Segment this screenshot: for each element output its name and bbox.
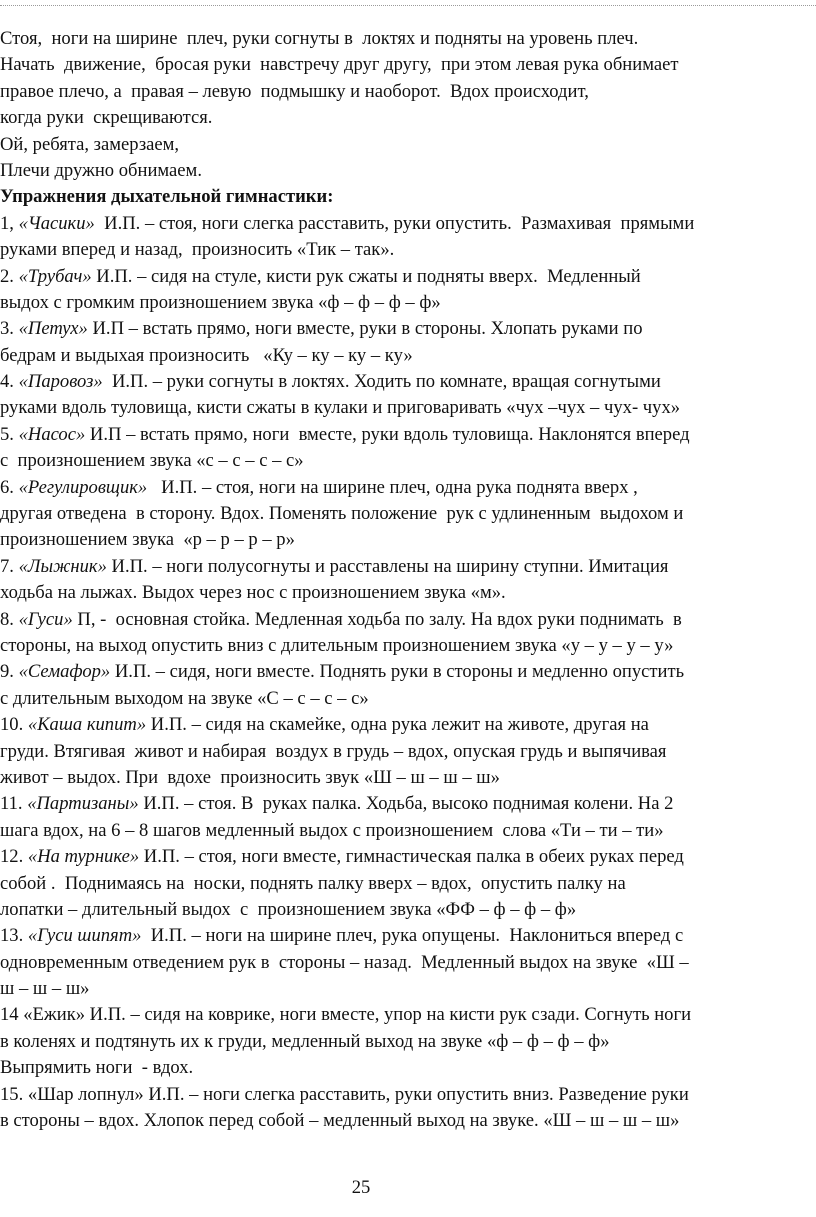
- page-number: 25: [351, 1177, 371, 1198]
- exercise-first-line: [0, 316, 812, 342]
- exercise-number: 5.: [0, 423, 19, 445]
- exercise-line: Выпрямить ноги - вдох.: [0, 1057, 194, 1079]
- exercise-first-line: [0, 422, 812, 448]
- exercise-line: в стороны – вдох. Хлопок перед собой – медленный выход на звуке. «Ш – ш – ш – ш»: [0, 1110, 680, 1132]
- exercise-title: «Лыжник»: [18, 555, 107, 577]
- exercise-item: [0, 1002, 812, 1081]
- exercise-description: И.П. – сидя на скамейке, одна рука лежит на животе, другая на: [146, 714, 649, 736]
- exercise-line: живот – выдох. При вдохе произносить звук «Ш – ш – ш – ш»: [0, 766, 500, 788]
- exercise-number: 3.: [0, 318, 19, 340]
- exercise-line: лопатки – длительный выдох с произношением звука «ФФ – ф – ф – ф»: [0, 898, 577, 920]
- exercise-line: руками вдоль туловища, кисти сжаты в кулаки и приговаривать «чух –чух – чух- чух»: [0, 397, 681, 419]
- exercise-first-line: [0, 264, 812, 290]
- exercise-first-line: [0, 211, 812, 237]
- exercise-number: 4.: [0, 371, 19, 393]
- exercise-number: 7.: [0, 555, 19, 577]
- document-page: [0, 26, 812, 1134]
- exercise-title: «Партизаны»: [27, 793, 139, 815]
- exercise-item: [0, 791, 812, 844]
- exercise-title: «Паровоз»: [18, 371, 103, 393]
- intro-line: Ой, ребята, замерзаем,: [0, 133, 180, 155]
- exercise-description: 14 «Ежик» И.П. – сидя на коврике, ноги вместе, упор на кисти рук сзади. Согнуть ноги: [0, 1004, 692, 1026]
- page-top-border: [0, 5, 816, 6]
- exercise-description: И.П. – ноги на ширине плеч, рука опущены. Наклониться вперед с: [141, 925, 684, 947]
- intro-line: Начать движение, бросая руки навстречу друг другу, при этом левая рука обнимает: [0, 54, 679, 76]
- exercise-number: 9.: [0, 661, 19, 683]
- exercise-first-line: [0, 1002, 812, 1028]
- exercise-first-line: [0, 923, 812, 949]
- exercise-item: [0, 475, 812, 554]
- exercise-line: стороны, на выход опустить вниз с длительным произношением звука «у – у – у – у»: [0, 634, 674, 656]
- exercise-line: шага вдох, на 6 – 8 шагов медленный выдох с произношением слова «Ти – ти – ти»: [0, 819, 664, 841]
- exercise-item: [0, 316, 812, 369]
- exercise-number: 1,: [0, 212, 19, 234]
- exercise-number: 2.: [0, 265, 19, 287]
- exercise-line: произношением звука «р – р – р – р»: [0, 529, 295, 551]
- exercise-title: «Петух»: [18, 318, 88, 340]
- intro-paragraph: [0, 26, 812, 184]
- exercise-number: 11.: [0, 793, 28, 815]
- exercise-number: 10.: [0, 714, 28, 736]
- exercise-description: И.П. – стоя, ноги на ширине плеч, одна рука поднята вверх ,: [147, 476, 638, 498]
- exercise-item: [0, 712, 812, 791]
- exercise-item: [0, 422, 812, 475]
- exercise-title: «Гуси шипят»: [27, 925, 142, 947]
- exercise-description: И.П. – руки согнуты в локтях. Ходить по комнате, вращая согнутыми: [102, 371, 661, 393]
- exercise-first-line: [0, 1082, 812, 1108]
- exercise-item: [0, 923, 812, 1002]
- exercise-first-line: [0, 712, 812, 738]
- exercise-number: 6.: [0, 476, 19, 498]
- exercise-item: [0, 554, 812, 607]
- exercise-item: [0, 844, 812, 923]
- exercise-first-line: [0, 659, 812, 685]
- intro-line: правое плечо, а правая – левую подмышку и наоборот. Вдох происходит,: [0, 80, 589, 102]
- exercise-title: «Трубач»: [18, 265, 92, 287]
- intro-line: Плечи дружно обнимаем.: [0, 159, 202, 181]
- exercise-description: И.П. – стоя, ноги слегка расставить, руки опустить. Размахивая прямыми: [94, 212, 695, 234]
- exercise-line: с длительным выходом на звуке «С – с – с – с»: [0, 687, 369, 709]
- exercise-line: в коленях и подтянуть их к груди, медленный выход на звуке «ф – ф – ф – ф»: [0, 1030, 610, 1052]
- exercise-number: 12.: [0, 846, 28, 868]
- section-heading: Упражнения дыхательной гимнастики:: [0, 186, 334, 208]
- exercise-title: «Часики»: [18, 212, 95, 234]
- exercise-title: «Семафор»: [18, 661, 111, 683]
- exercise-description: И.П. – ноги полусогнуты и расставлены на ширину ступни. Имитация: [106, 555, 669, 577]
- exercise-number: 8.: [0, 608, 19, 630]
- exercise-item: [0, 369, 812, 422]
- exercise-first-line: [0, 791, 812, 817]
- exercise-first-line: [0, 607, 812, 633]
- exercise-first-line: [0, 475, 812, 501]
- exercise-line: бедрам и выдыхая произносить «Ку – ку – ку – ку»: [0, 344, 413, 366]
- exercise-item: [0, 211, 812, 264]
- exercise-line: груди. Втягивая живот и набирая воздух в грудь – вдох, опуская грудь и выпячивая: [0, 740, 667, 762]
- exercise-description: И.П. – стоя, ноги вместе, гимнастическая палка в обеих руках перед: [139, 846, 684, 868]
- exercise-line: ходьба на лыжах. Выдох через нос с произношением звука «м».: [0, 582, 506, 604]
- exercise-list: [0, 211, 812, 1135]
- intro-line: когда руки скрещиваются.: [0, 107, 213, 129]
- exercise-description: И.П. – сидя на стуле, кисти рук сжаты и подняты вверх. Медленный: [91, 265, 641, 287]
- exercise-line: одновременным отведением рук в стороны – назад. Медленный выдох на звуке «Ш –: [0, 951, 689, 973]
- intro-line: Стоя, ноги на ширине плеч, руки согнуты в локтях и подняты на уровень плеч.: [0, 28, 639, 49]
- exercise-first-line: [0, 844, 812, 870]
- exercise-title: «На турнике»: [27, 846, 140, 868]
- exercise-item: [0, 607, 812, 660]
- exercise-item: [0, 264, 812, 317]
- exercise-line: руками вперед и назад, произносить «Тик – так».: [0, 239, 395, 261]
- exercise-description: И.П. – стоя. В руках палка. Ходьба, высоко поднимая колени. На 2: [138, 793, 674, 815]
- exercise-line: с произношением звука «с – с – с – с»: [0, 450, 304, 472]
- exercise-title: «Гуси»: [18, 608, 73, 630]
- exercise-description: 15. «Шар лопнул» И.П. – ноги слегка расставить, руки опустить вниз. Разведение руки: [0, 1083, 689, 1105]
- exercise-line: собой . Поднимаясь на носки, поднять палку вверх – вдох, опустить палку на: [0, 872, 626, 894]
- exercise-number: 13.: [0, 925, 28, 947]
- exercise-line: другая отведена в сторону. Вдох. Поменять положение рук с удлиненным выдохом и: [0, 503, 684, 525]
- exercise-item: [0, 659, 812, 712]
- exercise-description: П, - основная стойка. Медленная ходьба по залу. На вдох руки поднимать в: [72, 608, 682, 630]
- exercise-title: «Регулировщик»: [18, 476, 148, 498]
- exercise-description: И.П – встать прямо, ноги вместе, руки в стороны. Хлопать руками по: [87, 318, 643, 340]
- exercise-description: И.П. – сидя, ноги вместе. Поднять руки в стороны и медленно опустить: [110, 661, 685, 683]
- exercise-title: «Каша кипит»: [27, 714, 147, 736]
- exercise-title: «Насос»: [18, 423, 86, 445]
- exercise-first-line: [0, 554, 812, 580]
- exercise-item: [0, 1082, 812, 1135]
- exercise-first-line: [0, 369, 812, 395]
- exercise-description: И.П – встать прямо, ноги вместе, руки вдоль туловища. Наклонятся вперед: [85, 423, 690, 445]
- exercise-line: выдох с громким произношением звука «ф – ф – ф – ф»: [0, 291, 441, 313]
- exercise-line: ш – ш – ш»: [0, 978, 90, 1000]
